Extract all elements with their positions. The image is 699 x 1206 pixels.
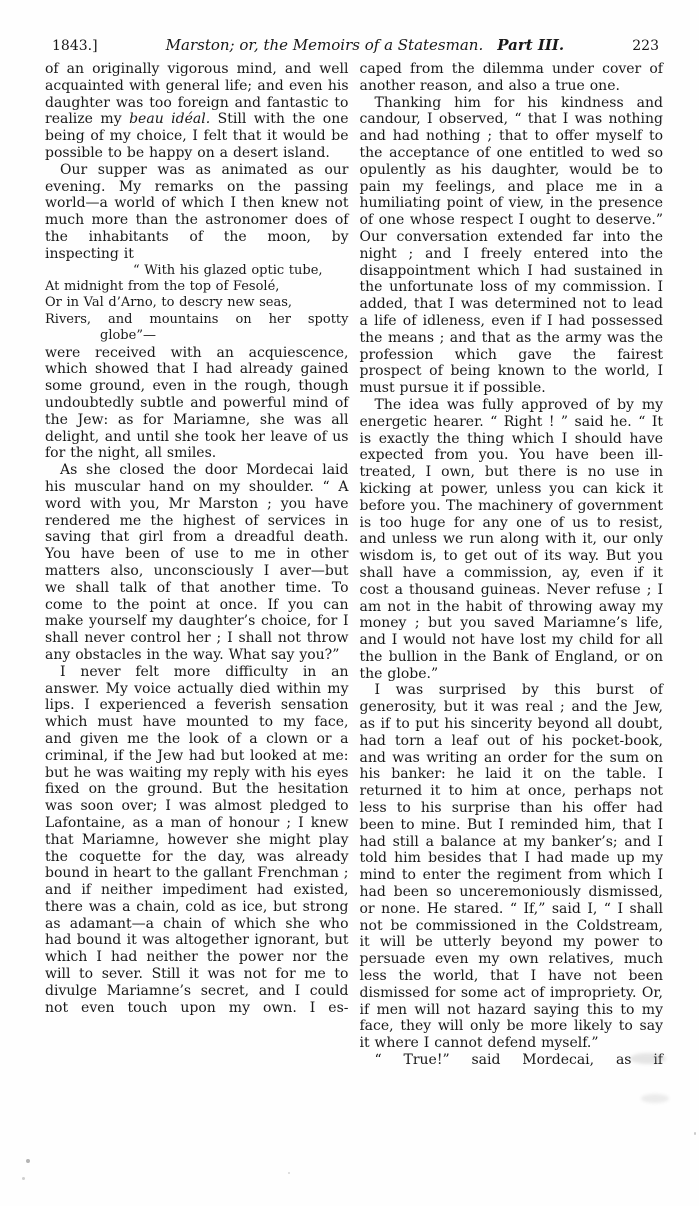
paragraph: were received with an acquiescence, which showed that I had already gained some ground, even in the rough, though undoubtedly subtle and powerful mind of the Jew: as for Mariamne, she was all delight, and until she took her leave of us for the night, all smiles. <box>45 344 349 462</box>
text-columns <box>0 54 699 1069</box>
scan-smudge <box>630 1053 666 1064</box>
scan-speck <box>694 1132 696 1135</box>
scan-speck <box>288 1172 290 1174</box>
paragraph: I never felt more difficulty in an answer. My voice actually died within my lips. I experienced a feverish sensation which must have mounted to my face, and given me the look of a clown or a criminal, if the Jew had but looked at me: but he was waiting my reply with his eyes fixed on the ground. But the hesitation was soon over; I was almost pledged to Lafontaine, as a man of honour ; I knew that Mariamne, however she might play the coquette for the day, was already bound in heart to the gallant Frenchman ; and if neither impediment had existed, there was a chain, cold as ice, but strong as adamant—a chain of which she who had bound it was altogether ignorant, but which I had neither the power nor the will to sever. Still it was not for me to divulge Mariamne’s secret, and I could not even touch upon my own. I es- <box>45 663 349 1016</box>
paragraph: As she closed the door Mordecai laid his muscular hand on my shoulder. “ A word with you, Mr Marston ; you have rendered me the highest of services in saving that girl from a dreadful death. You have been of use to me in other matters also, unconsciously I aver—but we shall talk of that another time. To come to the point at once. If you can make yourself my daughter’s choice, for I shall never control her ; I shall not throw any obstacles in the way. What say you?” <box>45 462 349 663</box>
page-header <box>0 0 699 54</box>
paragraph: Our supper was as animated as our evening. My remarks on the passing world—a world of which I then knew not much more than the astronomer does of the inhabitants of the moon, by inspecting it <box>45 161 349 262</box>
page-number: 223 <box>632 38 659 54</box>
paragraph: caped from the dilemma under cover of another reason, and also a true one. <box>359 61 663 94</box>
paragraph: “ True!” said Mordecai, as if <box>374 1052 663 1069</box>
paragraph <box>45 61 349 162</box>
right-column <box>360 61 664 1069</box>
paragraph: I was surprised by this burst of generosity, but it was real ; and the Jew, as if to put his sincerity beyond all doubt, had torn a leaf out of his pocket-book, and was writing an order for the sum on his banker: he laid it on the table. I returned it to him at once, perhaps not less to his surprise than his offer had been to mine. But I reminded him, that I had still a balance at my banker’s; and I told him besides that I had made up my mind to enter the regiment from which I had been so unceremoniously dismissed, or none. He stared. “ If,” said I, “ I shall not be commissioned in the Coldstream, it will be utterly beyond my power to persuade even my own relatives, much less the world, that I have not been dismissed for some act of impropriety. Or, if men will not hazard saying this to my face, they will only be more likely to say it where I cannot defend myself.” <box>359 682 663 1052</box>
verse-line: Rivers, and mountains on her spotty <box>45 311 349 327</box>
verse-line: Or in Val d’Arno, to descry new seas, <box>45 295 293 311</box>
verse-line: “ With his glazed optic tube, <box>133 262 323 278</box>
verse-line: At midnight from the top of Fesolé, <box>45 278 280 294</box>
paragraph-text: of an originally vigorous mind, and well acquainted with general life; and even his daughter was too foreign and fantastic to realize my <box>45 61 349 128</box>
paragraph-text: Still with the one being of my choice, I felt that it would be possible to be happy on a desert island. <box>45 111 349 161</box>
header-title-group <box>98 36 633 54</box>
scan-speck <box>22 1177 25 1180</box>
italic-phrase: beau idéal. <box>129 111 211 128</box>
left-column <box>45 61 349 1069</box>
paragraph: Thanking him for his kindness and candour, I observed, “ that I was nothing and had nothing ; that to offer myself to the acceptance of one entitled to wed so opulently as his daughter, would be to pain my feelings, and place me in a humiliating point of view, in the presence of one whose respect I ought to deserve.” Our conversation extended far into the night ; and I freely entered into the disappointment which I had sustained in the unfortunate loss of my commission. I added, that I was determined not to lead a life of idleness, even if I had possessed the means ; and that as the army was the profession which gave the fairest prospect of being known to the world, I must pursue it if possible. <box>359 94 663 397</box>
running-title: Marston; or, the Memoirs of a Statesman. <box>165 36 484 54</box>
verse-quote <box>45 263 349 345</box>
scan-speck <box>26 1159 30 1163</box>
scan-smudge <box>641 1094 669 1103</box>
paragraph: The idea was fully approved of by my energetic hearer. “ Right ! ” said he. “ It is exactly the thing which I should have expected from you. You have been ill-treated, I own, but there is no use in kicking at power, unless you can kick it before you. The machinery of government is too huge for any one of us to resist, and unless we run along with it, our only wisdom is, to get out of its way. But you shall have a commission, ay, even if it cost a thousand guineas. Never refuse ; I am not in the habit of throwing away my money ; but you saved Mariamne’s life, and I would not have lost my child for all the bullion in the Bank of England, or on the globe.” <box>359 396 663 682</box>
part-number: Part III. <box>497 36 565 54</box>
header-year: 1843.] <box>52 38 98 54</box>
verse-line: globe”— <box>100 328 156 344</box>
